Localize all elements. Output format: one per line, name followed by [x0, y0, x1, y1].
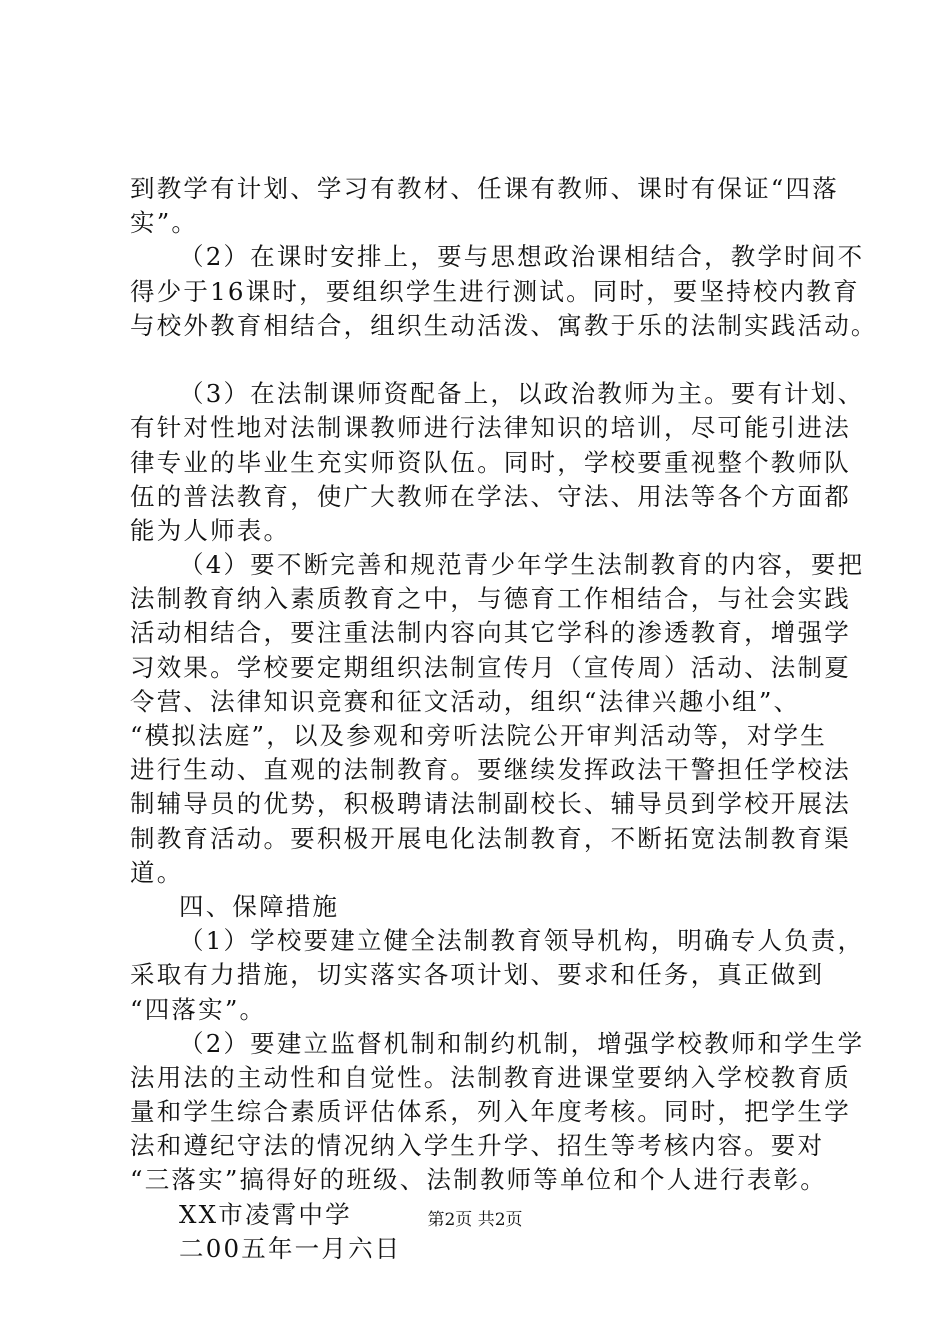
text-line: （2）在课时安排上，要与思想政治课相结合，教学时间不 [179, 242, 865, 272]
text-line: “三落实”搞得好的班级、法制教师等单位和个人进行表彰。 [130, 1165, 827, 1195]
text-line: 道。 [130, 857, 184, 887]
text-line: （3）在法制课师资配备上，以政治教师为主。要有计划、 [179, 379, 865, 409]
text-line: 得少于16课时，要组织学生进行测试。同时，要坚持校内教育 [130, 276, 860, 306]
text-line: 律专业的毕业生充实师资队伍。同时，学校要重视整个教师队 [130, 447, 851, 477]
text-line: 活动相结合，要注重法制内容向其它学科的渗透教育，增强学 [130, 618, 851, 648]
text-line: 量和学生综合素质评估体系，列入年度考核。同时，把学生学 [130, 1097, 851, 1127]
text-line: XX市凌霄中学 [179, 1199, 352, 1229]
page-footer: 第2页 共2页 [427, 1210, 523, 1230]
text-line: 能为人师表。 [130, 515, 291, 545]
text-line: 习效果。学校要定期组织法制宣传月（宣传周）活动、法制夏 [130, 652, 851, 682]
text-line: 四、保障措施 [179, 891, 340, 921]
document-body [130, 172, 878, 1266]
blank-line [130, 343, 870, 377]
text-line: 与校外教育相结合，组织生动活泼、寓教于乐的法制实践活动。 [130, 310, 878, 340]
text-line: （1）学校要建立健全法制教育领导机构，明确专人负责， [179, 926, 865, 956]
text-line: 制教育活动。要积极开展电化法制教育，不断拓宽法制教育渠 [130, 823, 851, 853]
text-line: 二00五年一月六日 [179, 1233, 402, 1263]
text-line: 法制教育纳入素质教育之中，与德育工作相结合，与社会实践 [130, 584, 851, 614]
text-line: 法和遵纪守法的情况纳入学生升学、招生等考核内容。要对 [130, 1131, 825, 1161]
text-line: 法用法的主动性和自觉性。法制教育进课堂要纳入学校教育质 [130, 1062, 851, 1092]
text-line: 有针对性地对法制课教师进行法律知识的培训，尽可能引进法 [130, 413, 851, 443]
text-line: 实”。 [130, 208, 199, 238]
text-line: “四落实”。 [130, 994, 267, 1024]
text-line: 制辅导员的优势，积极聘请法制副校长、辅导员到学校开展法 [130, 789, 851, 819]
text-line: 伍的普法教育，使广大教师在学法、守法、用法等各个方面都 [130, 481, 851, 511]
text-line: 令营、法律知识竞赛和征文活动，组织“法律兴趣小组”、 [130, 686, 801, 716]
text-line: 采取有力措施，切实落实各项计划、要求和任务，真正做到 [130, 960, 825, 990]
text-line: （4）要不断完善和规范青少年学生法制教育的内容，要把 [179, 550, 865, 580]
text-line: “模拟法庭”，以及参观和旁听法院公开审判活动等，对学生 [130, 721, 827, 750]
text-line: 进行生动、直观的法制教育。要继续发挥政法干警担任学校法 [130, 755, 851, 785]
text-line: 到教学有计划、学习有教材、任课有教师、课时有保证“四落 [130, 174, 839, 203]
text-line: （2）要建立监督机制和制约机制，增强学校教师和学生学 [179, 1028, 865, 1058]
